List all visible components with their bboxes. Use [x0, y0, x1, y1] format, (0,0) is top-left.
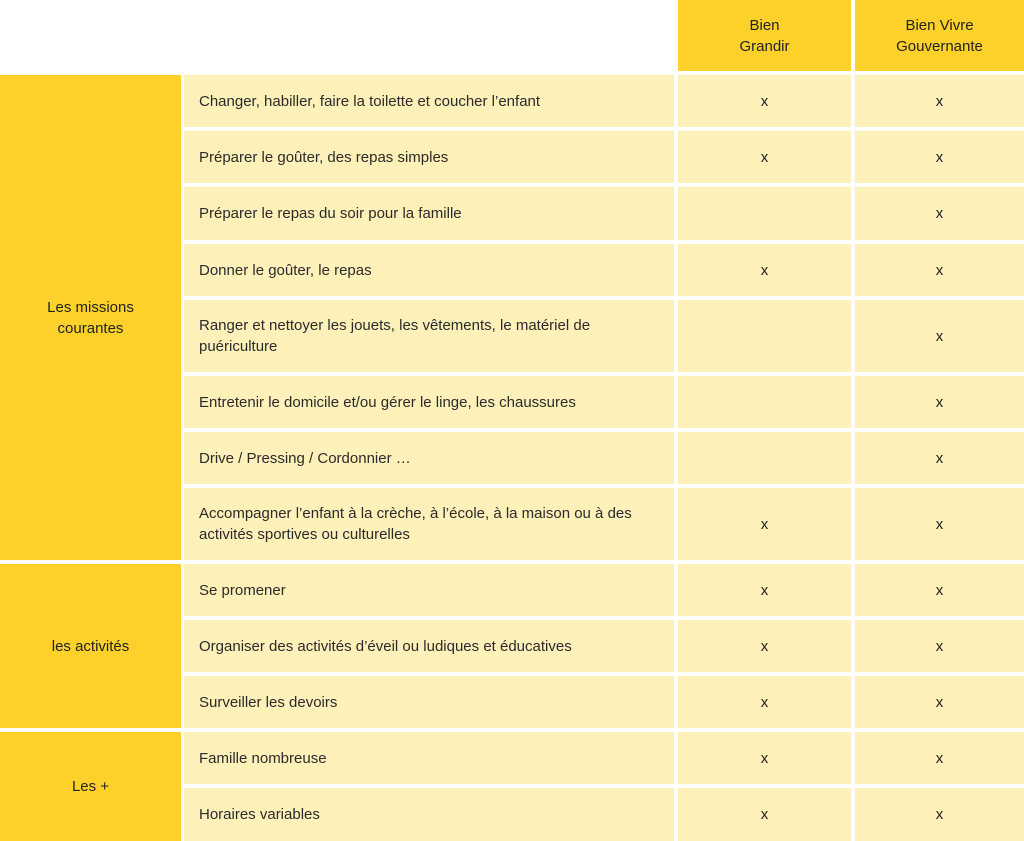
category-label-line: courantes [57, 319, 124, 337]
category-label-line: Les missions [47, 298, 134, 316]
column-header-bien-grandir [678, 0, 851, 71]
mark-value: x [935, 449, 944, 467]
task-cell [184, 732, 674, 784]
category-activites [0, 564, 181, 728]
mark-value: x [935, 693, 944, 711]
task-cell [184, 300, 674, 372]
task-cell [184, 432, 674, 484]
mark-value: x [760, 148, 769, 166]
task-label: Changer, habiller, faire la toilette et coucher l’enfant [199, 92, 541, 110]
mark-cell-bien-grandir [678, 676, 851, 728]
task-label: Drive / Pressing / Cordonnier … [199, 449, 411, 467]
task-label: Accompagner l’enfant à la crèche, à l’école, à la maison ou à des activités sportives ou culturelles [199, 505, 632, 543]
mark-cell-bien-vivre [855, 564, 1024, 616]
mark-value: x [935, 261, 944, 279]
task-cell [184, 131, 674, 183]
task-label: Préparer le repas du soir pour la famille [199, 205, 462, 222]
task-cell [184, 676, 674, 728]
mark-value: x [935, 205, 944, 222]
mark-cell-bien-vivre [855, 244, 1024, 296]
mark-cell-bien-vivre [855, 376, 1024, 428]
task-label: Préparer le goûter, des repas simples [199, 148, 449, 166]
category-label-line: les activités [51, 637, 130, 655]
column-header-line: Grandir [739, 37, 790, 55]
mark-cell-bien-vivre [855, 75, 1024, 127]
task-cell [184, 376, 674, 428]
mark-value: x [935, 637, 944, 655]
task-label: Horaires variables [199, 806, 320, 823]
task-cell [184, 620, 674, 672]
mark-cell-bien-grandir [678, 788, 851, 841]
task-cell [184, 187, 674, 240]
mark-value: x [935, 92, 944, 110]
mark-cell-bien-grandir [678, 620, 851, 672]
mark-cell-bien-grandir [678, 75, 851, 127]
task-label: Surveiller les devoirs [199, 693, 338, 711]
mark-value: x [935, 393, 944, 411]
mark-cell-bien-grandir [678, 300, 851, 372]
category-missions-courantes [0, 75, 181, 560]
mark-cell-bien-vivre [855, 676, 1024, 728]
task-label: Donner le goûter, le repas [199, 261, 372, 279]
mark-cell-bien-vivre [855, 131, 1024, 183]
mark-cell-bien-grandir [678, 376, 851, 428]
mark-value: x [760, 261, 769, 279]
mark-cell-bien-vivre [855, 432, 1024, 484]
mark-cell-bien-grandir [678, 187, 851, 240]
mark-cell-bien-grandir [678, 732, 851, 784]
mark-value: x [935, 515, 944, 533]
task-label: Entretenir le domicile et/ou gérer le linge, les chaussures [199, 393, 576, 411]
mark-value: x [935, 327, 944, 345]
mark-cell-bien-vivre [855, 300, 1024, 372]
mark-value: x [760, 749, 769, 767]
mark-value: x [760, 693, 769, 711]
task-label: Organiser des activités d’éveil ou ludiques et éducatives [199, 637, 572, 655]
mark-value: x [760, 806, 769, 823]
mark-cell-bien-vivre [855, 187, 1024, 240]
mark-value: x [935, 806, 944, 823]
task-cell [184, 788, 674, 841]
category-label-line: Les + [71, 778, 110, 795]
mark-cell-bien-vivre [855, 788, 1024, 841]
task-label: Ranger et nettoyer les jouets, les vêtements, le matériel de puériculture [199, 317, 591, 355]
task-label: Famille nombreuse [199, 749, 327, 767]
task-cell [184, 244, 674, 296]
mark-value: x [935, 148, 944, 166]
mark-cell-bien-vivre [855, 620, 1024, 672]
mark-cell-bien-vivre [855, 488, 1024, 560]
task-cell [184, 488, 674, 560]
mark-cell-bien-grandir [678, 131, 851, 183]
column-header-bien-vivre-gouvernante [855, 0, 1024, 71]
column-header-line: Bien Vivre [905, 16, 974, 34]
mark-cell-bien-grandir [678, 244, 851, 296]
task-cell [184, 75, 674, 127]
mark-value: x [935, 749, 944, 767]
category-les-plus [0, 732, 181, 841]
mark-cell-bien-vivre [855, 732, 1024, 784]
mark-value: x [760, 515, 769, 533]
mark-cell-bien-grandir [678, 488, 851, 560]
mark-value: x [760, 581, 769, 599]
mark-cell-bien-grandir [678, 564, 851, 616]
column-header-line: Bien [749, 16, 780, 34]
task-label: Se promener [199, 581, 286, 599]
mark-value: x [760, 637, 769, 655]
task-cell [184, 564, 674, 616]
mark-value: x [760, 92, 769, 110]
mark-value: x [935, 581, 944, 599]
mark-cell-bien-grandir [678, 432, 851, 484]
column-header-line: Gouvernante [896, 37, 983, 55]
